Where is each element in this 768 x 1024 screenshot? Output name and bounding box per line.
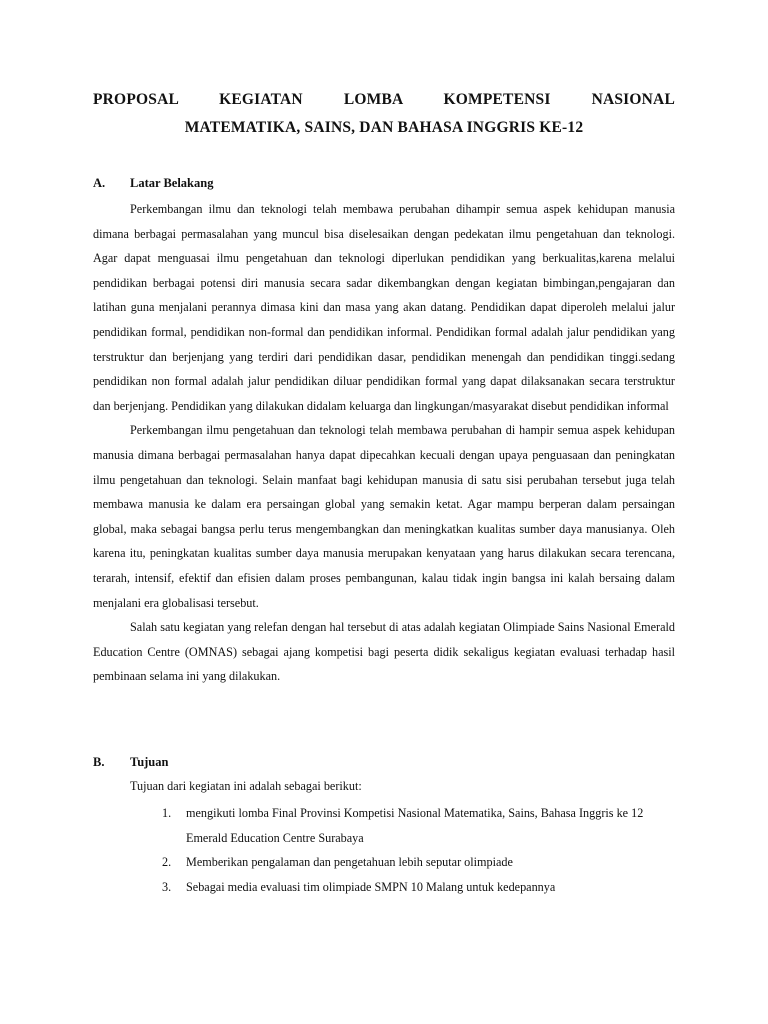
list-item	[130, 801, 675, 850]
list-item-text: mengikuti lomba Final Provinsi Kompetisi Nasional Matematika, Sains, Bahasa Inggris ke 12 Emerald Education Centre Surabaya	[186, 806, 644, 845]
paragraph-1: Perkembangan ilmu dan teknologi telah membawa perubahan dihampir semua aspek kehidupan manusia dimana berbagai permasalahan yang muncul bisa diselesaikan dengan pedekatan ilmu pengetahuan dan teknologi. Agar dapat menguasai ilmu pengetahuan dan teknologi diperlukan pendidikan yang berkualitas,karena melalui pendidikan berbagai potensi diri manusia secara sadar dikembangkan dengan kegiatan bimbingan,pengajaran dan latihan guna menjalani perannya dimasa kini dan masa yang akan datang. Pendidikan dapat diperoleh melalui jalur pendidikan formal, pendidikan non-formal dan pendidikan informal. Pendidikan formal adalah jalur pendidikan yang terstruktur dan berjenjang yang terdiri dari pendidikan dasar, pendidikan menengah dan pendidikan tinggi.sedang pendidikan non formal adalah jalur pendidikan diluar pendidikan formal yang dapat dilaksanakan secara terstruktur dan berjenjang. Pendidikan yang dilakukan didalam keluarga dan lingkungan/masyarakat disebut pendidikan informal	[93, 202, 675, 413]
section-a-title: Latar Belakang	[130, 176, 214, 190]
list-item-text: Memberikan pengalaman dan pengetahuan lebih seputar olimpiade	[186, 855, 513, 870]
list-item-number: 3.	[162, 879, 172, 894]
list-item	[130, 875, 675, 900]
list-item-text: Sebagai media evaluasi tim olimpiade SMPN 10 Malang untuk kedepannya	[186, 879, 556, 894]
document-title	[93, 86, 675, 142]
section-b-heading	[93, 755, 168, 770]
list-item-number: 2.	[162, 855, 172, 870]
section-a-letter: A.	[93, 176, 106, 190]
paragraph-3: Salah satu kegiatan yang relefan dengan hal tersebut di atas adalah kegiatan Olimpiade Sains Nasional Emerald Education Centre (OMNAS) sebagai ajang kompetisi bagi peserta didik sekaligus kegiatan evaluasi terhadap hasil pembinaan selama ini yang dilakukan.	[93, 620, 675, 684]
goals-list	[130, 801, 675, 899]
section-b-intro: Tujuan dari kegiatan ini adalah sebagai berikut:	[130, 779, 362, 793]
list-item-number: 1.	[162, 806, 172, 820]
paragraph-2: Perkembangan ilmu pengetahuan dan teknologi telah membawa perubahan di hampir semua aspek kehidupan manusia dimana berbagai permasalahan hanya dapat dipecahkan kecuali dengan upaya penguasaan dan peningkatan ilmu pengetahuan dan teknologi. Selain manfaat bagi kehidupan manusia di satu sisi perubahan tersebut juga telah membawa manusia ke dalam era persaingan global yang semakin ketat. Agar mampu berperan dalam persaingan global, maka sebagai bangsa perlu terus mengembangkan dan meningkatkan kualitas sumber daya manusianya. Oleh karena itu, peningkatan kualitas sumber daya manusia merupakan kenyataan yang harus dilakukan secara terencana, terarah, intensif, efektif dan efisien dalam proses pembangunan, kalau tidak ingin bangsa ini kalah bersaing dalam menjalani era globalisasi tersebut.	[93, 423, 675, 610]
title-line-2: MATEMATIKA, SAINS, DAN BAHASA INGGRIS KE-12	[184, 119, 584, 136]
title-line-1: PROPOSAL KEGIATAN LOMBA KOMPETENSI NASIONAL	[93, 91, 675, 108]
section-a-body	[93, 197, 675, 689]
section-b-title: Tujuan	[130, 755, 169, 769]
section-a-heading	[93, 176, 213, 191]
list-item	[130, 850, 675, 875]
section-b-letter: B.	[93, 755, 105, 769]
